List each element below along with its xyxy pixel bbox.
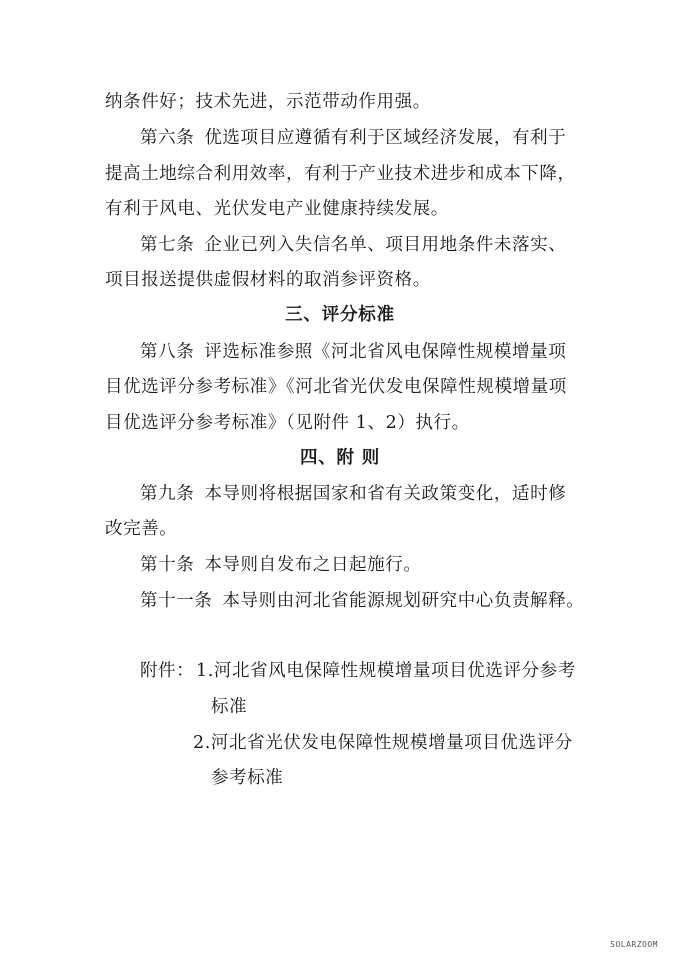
text: 改完善。 — [105, 519, 178, 539]
text: 评选标准参照《河北省风电保障性规模增量项 — [204, 342, 567, 362]
article-label: 第八条 — [140, 342, 195, 362]
article-7-line-2 — [105, 270, 431, 290]
attachment-1-line-2: 标准 — [211, 697, 248, 717]
text: 目优选评分参考标准》（见附件 1、2）执行。 — [105, 413, 470, 433]
article-label: 第十条 — [140, 555, 195, 575]
text: 提高土地综合利用效率，有利于产业技术进步和成本下降， — [105, 164, 576, 184]
article-8-line-3 — [105, 413, 470, 433]
article-8-line-2 — [105, 377, 567, 397]
attachment-1-line-1: 1.河北省风电保障性规模增量项目优选评分参考 — [196, 661, 576, 681]
text: 本导则由河北省能源规划研究中心负责解释。 — [222, 591, 585, 611]
section-4-heading: 四、附 则 — [299, 448, 381, 468]
text: 本导则自发布之日起施行。 — [204, 555, 422, 575]
article-7-line-1 — [140, 235, 566, 255]
article-label: 第七条 — [140, 235, 195, 255]
text: 企业已列入失信名单、项目用地条件未落实、 — [204, 235, 567, 255]
paragraph-line — [105, 92, 431, 112]
article-label: 第十一条 — [140, 591, 213, 611]
article-11-line — [140, 591, 584, 611]
watermark: SOLARZOOM — [610, 940, 658, 949]
article-label: 第六条 — [140, 128, 195, 148]
article-6-line-1 — [140, 128, 566, 148]
article-9-line-2 — [105, 519, 177, 539]
attachment-2-line-2: 参考标准 — [211, 768, 284, 788]
text: 有利于风电、光伏发电产业健康持续发展。 — [105, 199, 449, 219]
text: 本导则将根据国家和省有关政策变化，适时修 — [204, 484, 567, 504]
article-9-line-1 — [140, 484, 566, 504]
article-6-line-2 — [105, 164, 576, 184]
article-8-line-1 — [140, 342, 566, 362]
text: 纳条件好；技术先进，示范带动作用强。 — [105, 92, 431, 112]
article-10-line — [140, 555, 422, 575]
text: 项目报送提供虚假材料的取消参评资格。 — [105, 270, 431, 290]
article-label: 第九条 — [140, 484, 195, 504]
text: 目优选评分参考标准》《河北省光伏发电保障性规模增量项 — [105, 377, 567, 397]
attachment-label: 附件： — [140, 661, 195, 681]
section-3-heading: 三、评分标准 — [285, 305, 395, 325]
article-6-line-3 — [105, 199, 449, 219]
attachment-2-line-1: 2.河北省光伏发电保障性规模增量项目优选评分 — [193, 733, 573, 753]
text: 优选项目应遵循有利于区域经济发展，有利于 — [204, 128, 567, 148]
